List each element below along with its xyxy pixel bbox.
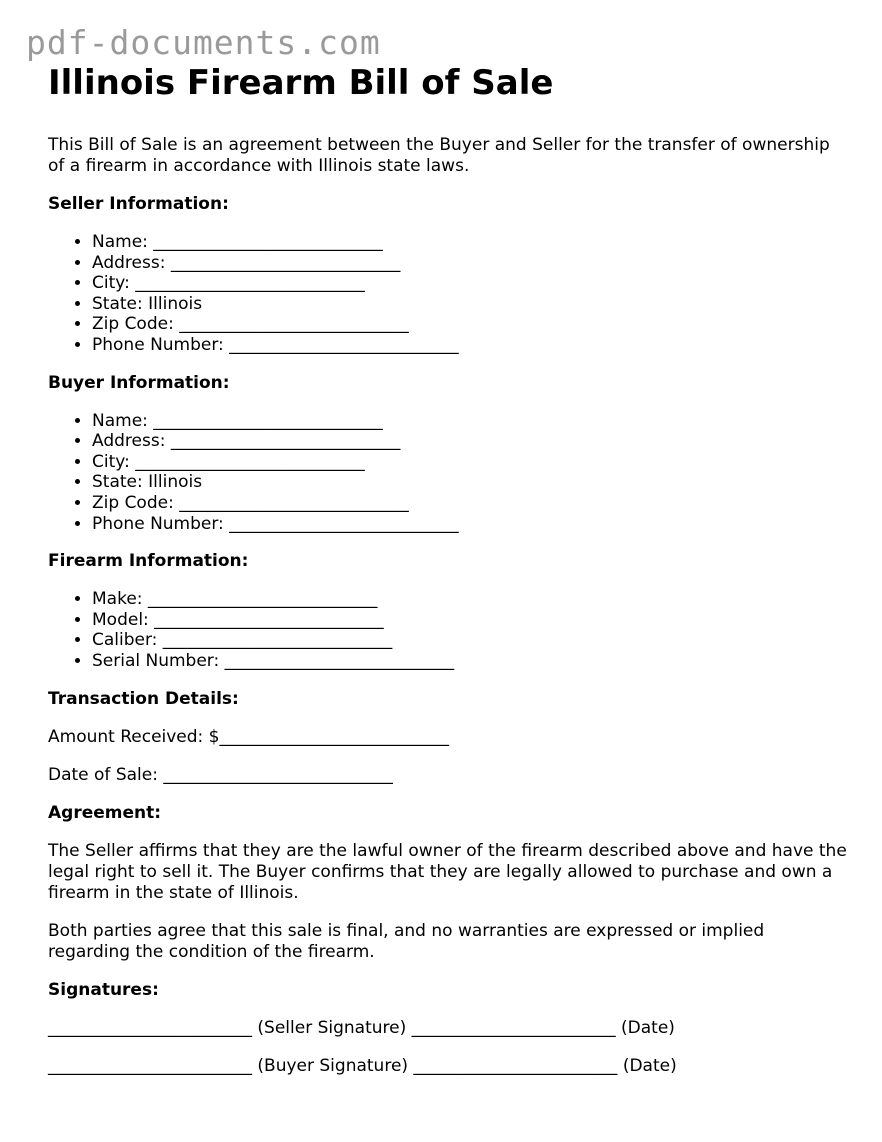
buyer-state-field: • State: Illinois [92,472,848,493]
firearm-make-field: • Make: ___________________________ [92,589,848,610]
firearm-heading: Firearm Information: [48,551,249,572]
document-page [48,62,848,1077]
signatures-heading: Signatures: [48,979,159,1000]
transaction-heading: Transaction Details: [48,688,239,709]
seller-name-field: • Name: ___________________________ [92,232,848,253]
buyer-city-field: • City: ___________________________ [92,452,848,473]
seller-address-field: • Address: ___________________________ [92,253,848,274]
buyer-phone-field: • Phone Number: ___________________________ [92,514,848,535]
firearm-list [48,589,848,671]
firearm-model-field: • Model: ___________________________ [92,610,848,631]
seller-city-field: • City: ___________________________ [92,273,848,294]
buyer-list [48,411,848,535]
page-title: Illinois Firearm Bill of Sale [48,63,554,103]
buyer-zip-field: • Zip Code: ___________________________ [92,493,848,514]
buyer-signature-line: ________________________ (Buyer Signature) ________________________ (Date) [48,1055,677,1076]
amount-received-field: Amount Received: $___________________________ [48,726,450,747]
firearm-serial-field: • Serial Number: ___________________________ [92,651,848,672]
seller-signature-line: ________________________ (Seller Signature) ________________________ (Date) [48,1017,675,1038]
date-of-sale-field: Date of Sale: ___________________________ [48,764,393,785]
agreement-paragraph-1: The Seller affirms that they are the lawful owner of the firearm described above and have the legal right to sell it. The Buyer confirms that they are legally allowed to purchase and own a firearm in the state of Illinois. [48,840,847,903]
seller-state-field: • State: Illinois [92,294,848,315]
firearm-caliber-field: • Caliber: ___________________________ [92,630,848,651]
seller-list [48,232,848,356]
watermark: pdf-documents.com [26,23,381,62]
buyer-heading: Buyer Information: [48,372,230,393]
intro-paragraph: This Bill of Sale is an agreement between the Buyer and Seller for the transfer of ownership of a firearm in accordance with Illinois state laws. [48,135,830,176]
agreement-paragraph-2: Both parties agree that this sale is final, and no warranties are expressed or implied regarding the condition of the firearm. [48,920,765,962]
seller-heading: Seller Information: [48,194,229,214]
buyer-name-field: • Name: ___________________________ [92,411,848,432]
buyer-address-field: • Address: ___________________________ [92,431,848,452]
agreement-heading: Agreement: [48,802,162,823]
seller-phone-field: • Phone Number: ___________________________ [92,335,848,356]
seller-zip-field: • Zip Code: ___________________________ [92,314,848,335]
